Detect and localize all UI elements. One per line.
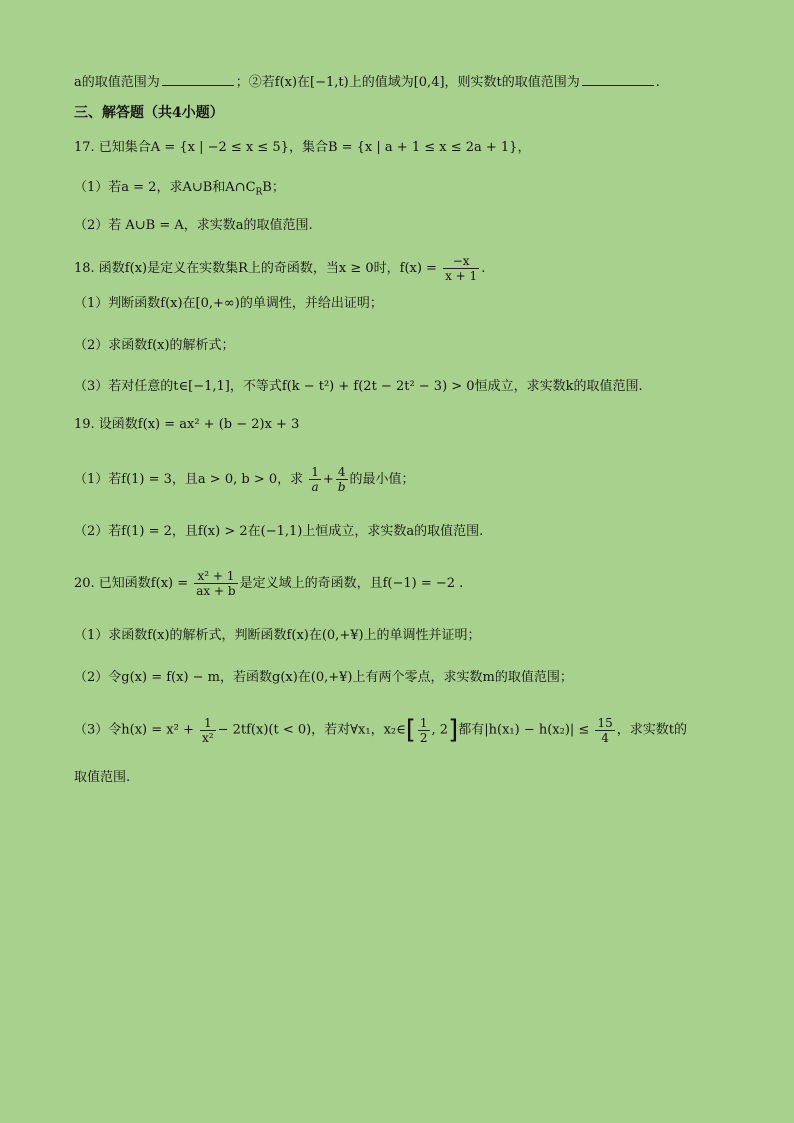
q20-part3-fraction-2 [595, 716, 614, 745]
q19-fraction-2 [336, 465, 348, 494]
q20-part3-text-1: （3）令h(x) = x² + [74, 722, 194, 738]
q20-interval-fraction-numerator: 1 [419, 715, 428, 730]
q19-stem: 19. 设函数f(x) = ax² + (b − 2)x + 3 [74, 417, 300, 432]
q19-fraction-2-numerator: 4 [336, 465, 348, 480]
q20-part3-text-3: 都有|h(x₁) − h(x₂)| ≤ [458, 722, 590, 738]
q20-fraction-denominator: ax + b [196, 584, 236, 598]
q17-part1-text: （1）若a = 2，求A∪B和A∩C [74, 180, 256, 195]
q20-interval-tail: , 2 [431, 722, 449, 738]
q18-part3: （3）若对任意的t∈[−1,1]，不等式f(k − t²) + f(2t − 2t² − 3) > 0恒成立，求实数k的取值范围. [74, 379, 643, 394]
q20-part3-continuation: 取值范围. [74, 770, 131, 785]
carryover-text-2: ；②若f(x)在[−1,t)上的值域为[0,4]，则实数t的取值范围为 [235, 75, 580, 90]
q20-part2: （2）令g(x) = f(x) − m，若函数g(x)在(0,+¥)上有两个零点，求实数m的取值范围； [74, 670, 573, 685]
q19-part1-text: （1）若f(1) = 3，且a > 0, b > 0，求 [74, 472, 304, 487]
q19-fraction-1-numerator: 1 [311, 465, 319, 479]
q20-stem [74, 566, 754, 602]
q19-fraction-1-denominator: a [311, 480, 319, 494]
q20-stem-tail: 是定义域上的奇函数，且f(−1) = −2 . [239, 576, 464, 591]
q20-interval-fraction [418, 716, 430, 745]
q20-fraction-numerator: x² + 1 [194, 569, 237, 584]
answer-blank-2[interactable] [582, 72, 654, 86]
q20-part3-text-4: ，求实数t的 [616, 722, 687, 738]
q18-stem [74, 252, 754, 286]
q20-part1: （1）求函数f(x)的解析式，判断函数f(x)在(0,+¥)上的单调性并证明； [74, 628, 481, 643]
carryover-line [74, 72, 754, 93]
q20-fraction [194, 569, 237, 598]
q17-part1 [74, 178, 754, 203]
q20-part3-fraction-1-numerator: 1 [200, 716, 216, 731]
answer-blank-1[interactable] [162, 72, 234, 86]
q17-part1-tail: B； [262, 180, 285, 195]
q18-stem-text: 18. 函数f(x)是定义在实数集R上的奇函数，当x ≥ 0时，f(x) = [74, 261, 437, 276]
q20-part3-fraction-1-denominator: x² [202, 730, 214, 745]
q20-part3-fraction-2-numerator: 15 [597, 715, 613, 730]
q19-plus: + [322, 472, 334, 487]
q20-part3 [74, 710, 754, 750]
q17-part1-subscript: R [255, 187, 263, 198]
q18-part2: （2）求函数f(x)的解析式； [74, 338, 235, 353]
q20-stem-text: 20. 已知函数f(x) = [74, 576, 189, 591]
q20-part3-fraction-2-denominator: 4 [601, 730, 609, 745]
q18-part1: （1）判断函数f(x)在[0,+∞)的单调性，并给出证明； [74, 296, 383, 311]
q19-part2: （2）若f(1) = 2，且f(x) > 2在(−1,1)上恒成立，求实数a的取值范围. [74, 524, 484, 539]
q17-stem: 17. 已知集合A = {x | −2 ≤ x ≤ 5}，集合B = {x | a + 1 ≤ x ≤ 2a + 1}， [74, 140, 531, 155]
q19-fraction-2-denominator: b [337, 480, 346, 494]
section-title: 三、解答题（共4小题） [74, 105, 224, 121]
carryover-text-3: . [655, 75, 660, 90]
q17-part2: （2）若 A∪B = A，求实数a的取值范围. [74, 218, 313, 233]
q18-fraction-denominator: x + 1 [445, 269, 478, 283]
q20-part3-text-2: − 2tf(x)(t < 0)，若对∀x₁，x₂∈ [217, 722, 406, 738]
q18-stem-end: . [481, 261, 486, 276]
q19-fraction-1 [309, 465, 321, 494]
interval-right-bracket: ] [448, 715, 459, 745]
q19-part1-tail: 的最小值； [349, 472, 415, 487]
q18-fraction-numerator: −x [443, 254, 479, 269]
q19-part1 [74, 462, 754, 498]
q18-fraction [443, 254, 479, 283]
q20-interval-fraction-denominator: 2 [419, 730, 428, 745]
interval-left-bracket: [ [405, 715, 416, 745]
q20-part3-fraction-1 [200, 716, 216, 745]
carryover-text-1: a的取值范围为 [74, 75, 160, 90]
